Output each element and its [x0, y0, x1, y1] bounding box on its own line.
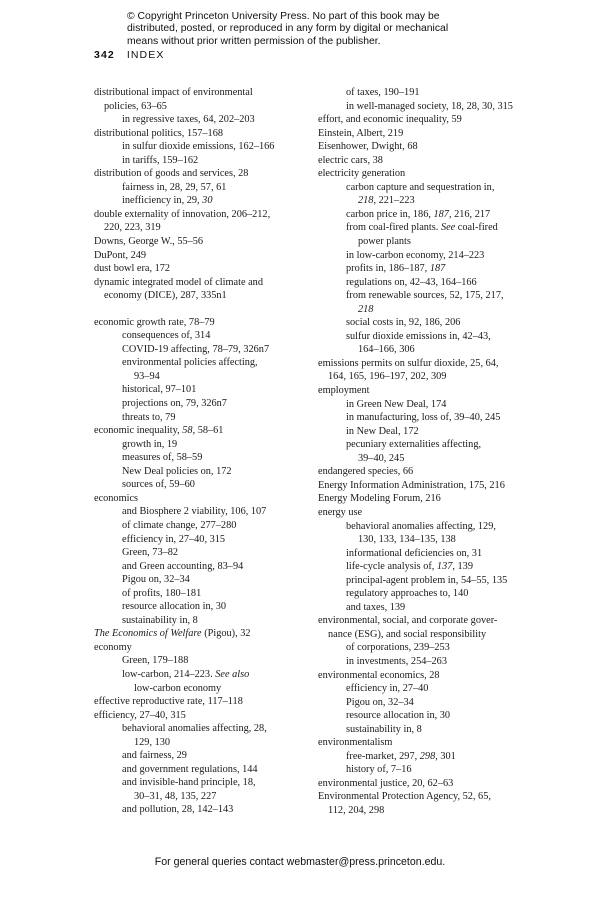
index-entry: economic growth rate, 78–79	[94, 316, 215, 328]
index-subentry: and fairness, 29	[122, 750, 187, 762]
index-subentry-continuation: 130, 133, 134–135, 138	[358, 534, 456, 546]
index-subentry: informational deficiencies on, 31	[346, 547, 483, 559]
index-entry-continuation: policies, 63–65	[104, 100, 167, 112]
index-subentry: carbon capture and sequestration in,	[346, 181, 495, 193]
index-entry: distribution of goods and services, 28	[94, 168, 249, 180]
index-subentry: and Biosphere 2 viability, 106, 107	[122, 506, 267, 518]
index-subentry: behavioral anomalies affecting, 129,	[346, 520, 496, 532]
index-entry: distributional politics, 157–168	[94, 127, 223, 139]
copyright-line: means without prior written permission of the publisher.	[127, 35, 381, 47]
footer-contact: For general queries contact webmaster@press.princeton.edu.	[154, 856, 446, 868]
index-subentry-continuation: 218	[358, 303, 374, 315]
index-subentry: in low-carbon economy, 214–223	[346, 249, 485, 261]
index-entry-continuation: 220, 223, 319	[104, 222, 161, 234]
index-subentry: from renewable sources, 52, 175, 217,	[346, 290, 504, 302]
index-column-right	[318, 86, 518, 818]
index-subentry: in investments, 254–263	[346, 655, 447, 667]
index-subentry: consequences of, 314	[122, 330, 211, 342]
index-subentry: projections on, 79, 326n7	[122, 398, 227, 410]
index-entry: double externality of innovation, 206–212,	[94, 208, 271, 220]
index-subentry: resource allocation in, 30	[346, 710, 451, 722]
index-subentry: of corporations, 239–253	[346, 642, 450, 654]
section-title: INDEX	[126, 49, 165, 61]
index-entry: DuPont, 249	[94, 249, 147, 261]
index-entry-continuation: nance (ESG), and social responsibility	[328, 628, 487, 640]
index-subentry: Green, 73–82	[122, 547, 179, 559]
index-subentry: regulations on, 42–43, 164–166	[346, 276, 477, 288]
index-subentry: and taxes, 139	[346, 601, 406, 613]
index-subentry: growth in, 19	[122, 438, 178, 450]
index-subentry: in Green New Deal, 174	[346, 398, 447, 410]
index-entry: efficiency, 27–40, 315	[94, 709, 186, 721]
index-subentry: historical, 97–101	[122, 384, 197, 396]
index-entry: environmental economics, 28	[318, 669, 440, 681]
index-subentry-continuation: power plants	[358, 236, 411, 248]
index-entry: Einstein, Albert, 219	[318, 127, 404, 139]
index-subentry: regulatory approaches to, 140	[346, 588, 469, 600]
index-subentry: in manufacturing, loss of, 39–40, 245	[346, 412, 501, 424]
index-entry: Energy Information Administration, 175, 216	[318, 479, 505, 491]
index-entry: effort, and economic inequality, 59	[318, 114, 462, 126]
index-subentry: sources of, 59–60	[122, 479, 195, 491]
index-entry: dust bowl era, 172	[94, 263, 171, 275]
index-subentry: Pigou on, 32–34	[346, 696, 414, 708]
index-subentry: and pollution, 28, 142–143	[122, 804, 234, 816]
index-entry: employment	[318, 385, 370, 397]
index-subentry: life-cycle analysis of, 137, 139	[346, 561, 473, 573]
index-entry-continuation: 164, 165, 196–197, 202, 309	[328, 371, 447, 383]
index-entry: dynamic integrated model of climate and	[94, 276, 263, 288]
index-subentry: sulfur dioxide emissions in, 42–43,	[346, 330, 491, 342]
index-subentry: environmental policies affecting,	[122, 357, 258, 369]
index-subentry: of climate change, 277–280	[122, 519, 237, 531]
index-subentry: and Green accounting, 83–94	[122, 560, 244, 572]
index-subentry: from coal-fired plants. See coal-fired	[346, 222, 498, 234]
index-entry: effective reproductive rate, 117–118	[94, 696, 243, 708]
index-subentry: New Deal policies on, 172	[122, 465, 232, 477]
index-subentry: profits in, 186–187, 187	[346, 263, 446, 275]
index-entry: economy	[94, 641, 132, 653]
index-subentry: in regressive taxes, 64, 202–203	[122, 114, 255, 126]
index-entry: Eisenhower, Dwight, 68	[318, 141, 418, 153]
index-entry: economics	[94, 492, 139, 504]
index-subentry: and invisible-hand principle, 18,	[122, 777, 256, 789]
index-entry: environmental, social, and corporate gover-	[318, 615, 498, 627]
index-entry: The Economics of Welfare (Pigou), 32	[94, 628, 251, 640]
index-subentry: Green, 179–188	[122, 655, 189, 667]
index-entry: endangered species, 66	[318, 466, 414, 478]
index-subentry: fairness in, 28, 29, 57, 61	[122, 181, 227, 193]
index-subentry-continuation: 93–94	[134, 370, 160, 382]
index-subentry: in tariffs, 159–162	[122, 154, 199, 166]
index-subentry: efficiency in, 27–40	[346, 683, 429, 695]
index-subentry: carbon price in, 186, 187, 216, 217	[346, 208, 491, 220]
index-subentry: threats to, 79	[122, 411, 176, 423]
index-subentry: Pigou on, 32–34	[122, 574, 190, 586]
index-subentry: efficiency in, 27–40, 315	[122, 533, 226, 545]
index-entry: energy use	[318, 506, 363, 518]
index-entry: economic inequality, 58, 58–61	[94, 425, 224, 437]
index-subentry: measures of, 58–59	[122, 452, 203, 464]
index-subentry: low-carbon, 214–223. See also	[122, 668, 250, 680]
copyright-line: distributed, posted, or reproduced in any form by digital or mechanical	[127, 23, 449, 35]
index-subentry: social costs in, 92, 186, 206	[346, 317, 461, 329]
index-subentry: COVID-19 affecting, 78–79, 326n7	[122, 343, 270, 355]
index-entry-continuation: economy (DICE), 287, 335n1	[104, 290, 227, 302]
running-head	[94, 49, 164, 61]
index-subentry-continuation: 129, 130	[134, 736, 171, 748]
index-subentry: and government regulations, 144	[122, 763, 258, 775]
index-entry: emissions permits on sulfur dioxide, 25, 64,	[318, 357, 499, 369]
index-subentry: history of, 7–16	[346, 764, 412, 776]
index-entry: Energy Modeling Forum, 216	[318, 493, 441, 505]
index-subentry: resource allocation in, 30	[122, 601, 227, 613]
index-entry: Environmental Protection Agency, 52, 65,	[318, 791, 491, 803]
index-entry: electricity generation	[318, 168, 406, 180]
index-subentry: in well-managed society, 18, 28, 30, 315	[346, 100, 513, 112]
index-entry: Downs, George W., 55–56	[94, 236, 204, 248]
index-subentry: behavioral anomalies affecting, 28,	[122, 723, 267, 735]
index-subentry: of profits, 180–181	[122, 587, 202, 599]
index-section-gap	[94, 303, 294, 316]
index-entry: environmental justice, 20, 62–63	[318, 777, 454, 789]
index-subentry: inefficiency in, 29, 30	[122, 195, 213, 207]
index-subentry-continuation: 39–40, 245	[358, 452, 405, 464]
index-subentry-continuation: low-carbon economy	[134, 682, 222, 694]
copyright-notice	[127, 11, 487, 48]
index-subentry: sustainability in, 8	[122, 614, 198, 626]
index-subentry-continuation: 218, 221–223	[358, 195, 415, 207]
index-subentry: free-market, 297, 298, 301	[346, 750, 456, 762]
index-subentry: sustainability in, 8	[346, 723, 422, 735]
index-entry: electric cars, 38	[318, 154, 383, 166]
copyright-line: © Copyright Princeton University Press. No part of this book may be	[127, 11, 440, 22]
index-subentry-continuation: 164–166, 306	[358, 344, 415, 356]
index-entry: distributional impact of environmental	[94, 87, 253, 98]
index-subentry: principal-agent problem in, 54–55, 135	[346, 574, 508, 586]
index-entry-continuation: 112, 204, 298	[328, 804, 385, 816]
index-subentry-continuation: 30–31, 48, 135, 227	[134, 790, 217, 802]
index-subentry: in sulfur dioxide emissions, 162–166	[122, 141, 275, 153]
index-subentry: pecuniary externalities affecting,	[346, 439, 482, 451]
index-entry: environmentalism	[318, 737, 393, 749]
index-column-left	[94, 86, 294, 817]
index-subentry: of taxes, 190–191	[346, 87, 420, 98]
page-number: 342	[94, 49, 115, 61]
index-subentry: in New Deal, 172	[346, 425, 419, 437]
